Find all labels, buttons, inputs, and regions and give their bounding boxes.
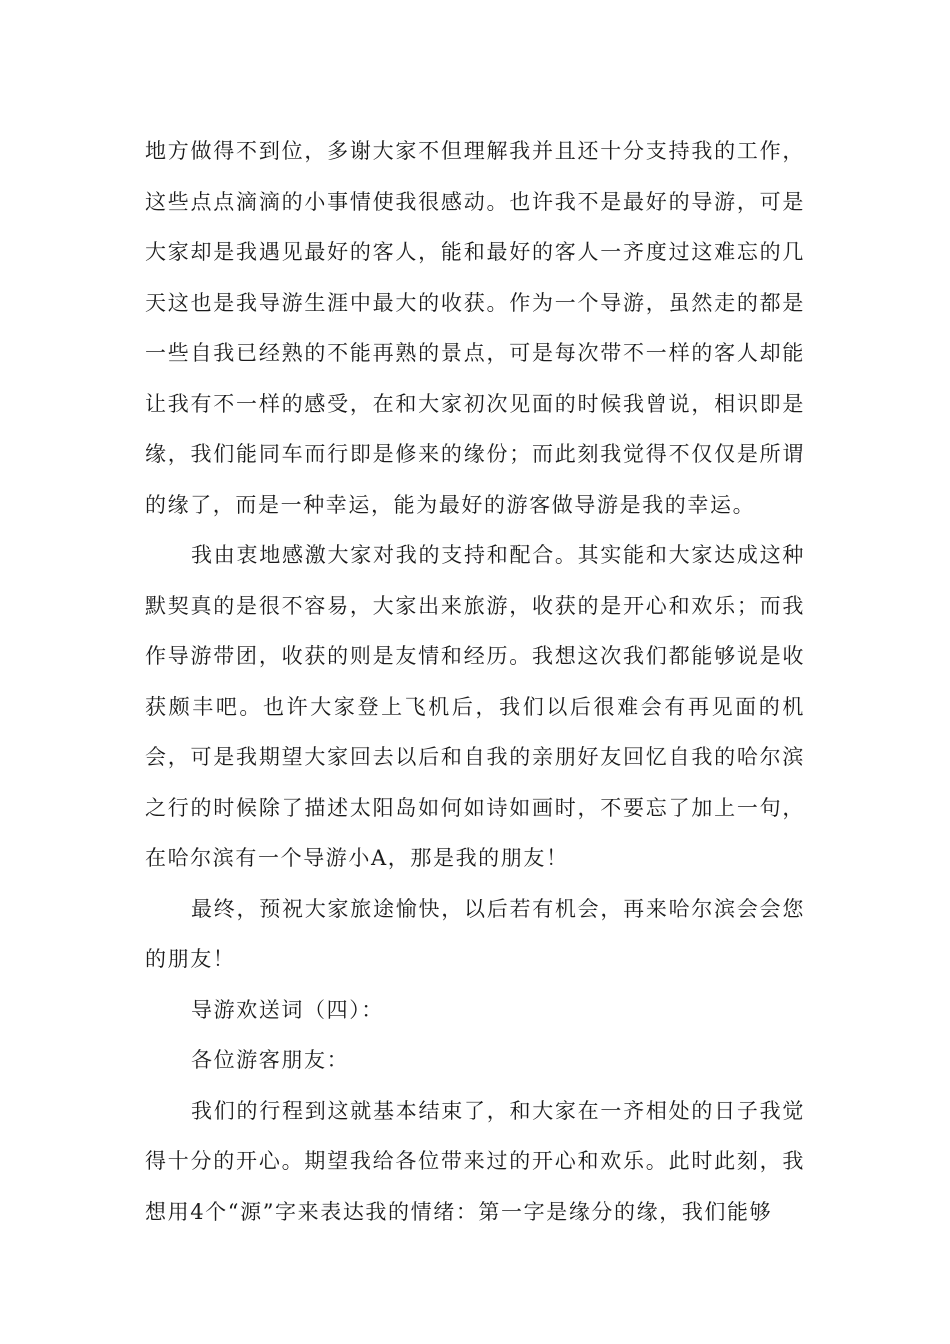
paragraph-6: 我们的行程到这就基本结束了，和大家在一齐相处的日子我觉得十分的开心。期望我给各位带来过的开心和欢乐。此时此刻，我想用4个“源”字来表达我的情绪：第一字是缘分的缘，我们能够 [145, 1098, 805, 1224]
document-body [145, 126, 805, 1237]
section-heading: 导游欢送词（四）： [191, 997, 384, 1022]
paragraph-1: 地方做得不到位，多谢大家不但理解我并且还十分支持我的工作，这些点点滴滴的小事情使我很感动。也许我不是最好的导游，可是大家却是我遇见最好的客人，能和最好的客人一齐度过这难忘的几天这也是我导游生涯中最大的收获。作为一个导游，虽然走的都是一些自我已经熟的不能再熟的景点，可是每次带不一样的客人却能让我有不一样的感受，在和大家初次见面的时候我曾说，相识即是缘，我们能同车而行即是修来的缘份；而此刻我觉得不仅仅是所谓的缘了，而是一种幸运，能为最好的游客做导游是我的幸运。 [145, 139, 805, 517]
paragraph-2: 我由衷地感激大家对我的支持和配合。其实能和大家达成这种默契真的是很不容易，大家出来旅游，收获的是开心和欢乐；而我作导游带团，收获的则是友情和经历。我想这次我们都能够说是收获颇丰吧。也许大家登上飞机后，我们以后很难会有再见面的机会，可是我期望大家回去以后和自我的亲朋好友回忆自我的哈尔滨之行的时候除了描述太阳岛如何如诗如画时，不要忘了加上一句，在哈尔滨有一个导游小A，那是我的朋友！ [145, 543, 805, 870]
paragraph-3: 最终，预祝大家旅途愉快，以后若有机会，再来哈尔滨会会您的朋友！ [145, 896, 805, 971]
greeting: 各位游客朋友： [191, 1048, 350, 1072]
